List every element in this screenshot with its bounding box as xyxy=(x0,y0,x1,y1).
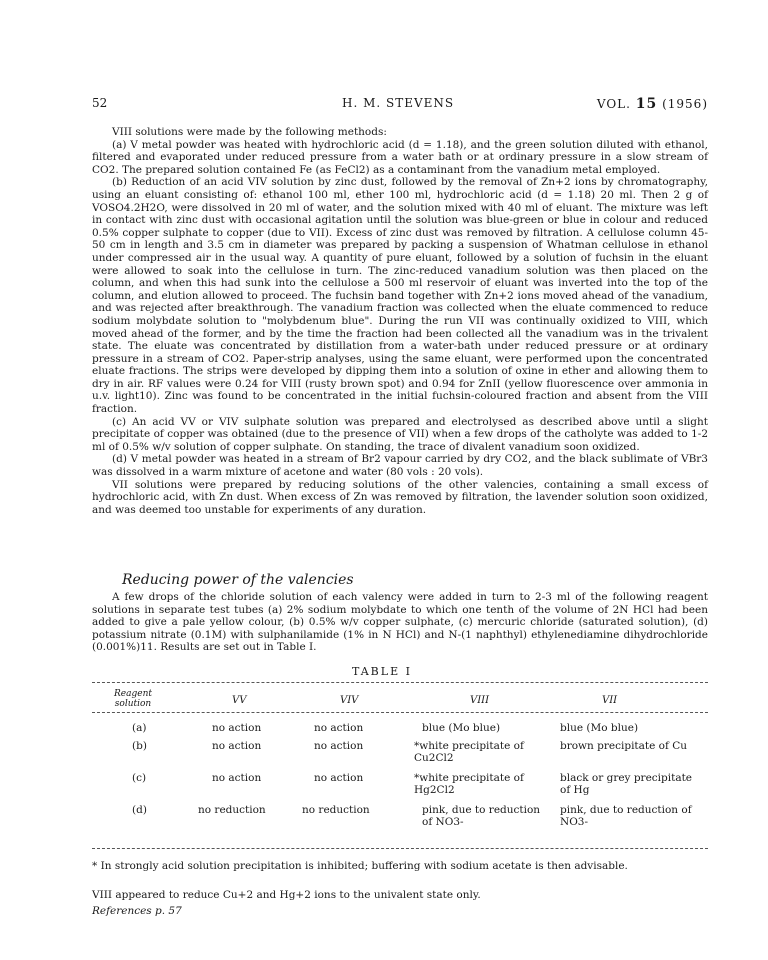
year: (1956) xyxy=(662,97,708,111)
page-number: 52 xyxy=(92,96,108,110)
row-d-v3: pink, due to reduction of NO3- xyxy=(422,804,541,829)
volume-label xyxy=(597,96,708,112)
row-a-v4: no action xyxy=(314,722,364,734)
section-paragraph-text: A few drops of the chloride solution of each valency were added in turn to 2-3 ml of the following reagent solutions in separate test tubes (a) 2% sodium molybdate to which one tenth of the volume of 2N HCl had been added to give a pale yellow colour, (b) 0.5% w/v copper sulphate, (c) mercuric chloride (saturated solution), (d) potassium nitrate (0.1M) with sulphanilamide (1% in N HCl) and N-(1 naphthyl) ethylenediamine dihydrochloride (0.001%)11. Results are set out in Table I. xyxy=(92,591,708,654)
row-b-reagent: (b) xyxy=(132,740,147,752)
row-d-v4: no reduction xyxy=(302,804,370,816)
section-heading: Reducing power of the valencies xyxy=(122,572,354,588)
paragraph-method-d: (d) V metal powder was heated in a stream of Br2 vapour carried by dry CO2, and the black sublimate of VBr3 was dissolved in a warm mixture of acetone and water (80 vols : 20 vols). xyxy=(92,453,708,479)
table-footnote: * In strongly acid solution precipitation is inhibited; buffering with sodium acetate is then advisable. xyxy=(92,860,628,872)
row-a-v3: blue (Mo blue) xyxy=(422,722,501,734)
row-b-v4: no action xyxy=(314,740,364,752)
paragraph-intro: VIII solutions were made by the following methods: xyxy=(112,126,387,138)
row-d-v5: no reduction xyxy=(198,804,266,816)
row-d-v2: pink, due to reduction of NO3- xyxy=(560,804,692,829)
running-head xyxy=(92,96,708,112)
paragraph-method-b: (b) Reduction of an acid VIV solution by zinc dust, followed by the removal of Zn+2 ions by chromatography, using an eluant consisting of: ethanol 100 ml, ether 100 ml, hydrochloric acid (d = 1.18) 20 ml. Then 2 g of VOSO4.2H2O, were dissolved in 20 ml of water, and the solution mixed with 40 ml of eluant. The mixture was left in contact with zinc dust with occasional agitation until the solution was blue-green or blue in colour and reduced 0.5% copper sulphate to copper (due to VII). Excess of zinc dust was removed by filtration. A cellulose column 45-50 cm in length and 3.5 cm in diameter was prepared by packing a suspension of Whatman cellulose in ethanol under compressed air in the usual way. A quantity of pure eluant, followed by a solution of fuchsin in the eluant were allowed to soak into the cellulose in turn. The zinc-reduced vanadium solution was then placed on the column, and when this had sunk into the cellulose a 500 ml reservoir of eluant was inverted into the top of the column, and elution allowed to proceed. The fuchsin band together with Zn+2 ions moved ahead of the vanadium, and was rejected after breakthrough. The vanadium fraction was collected when the eluate commenced to reduce sodium molybdate solution to "molybdenum blue". During the run VII was continually oxidized to VIII, which moved ahead of the former, and by the time the fraction had been collected all the vanadium was in the trivalent state. The eluate was concentrated by distillation from a water-bath under reduced pressure or at ordinary pressure in a stream of CO2. Paper-strip analyses, using the same eluant, were performed upon the concentrated eluate fractions. The strips were developed by dipping them into a solution of oxine in ether and allowing them to dry in air. RF values were 0.24 for VIII (rusty brown spot) and 0.94 for ZnII (yellow fluorescence over ammonia in u.v. light10). Zinc was found to be concentrated in the initial fuchsin-coloured fraction and absent from the VIII fraction. xyxy=(92,176,708,416)
table-header-rule xyxy=(92,712,708,713)
volume-number: 15 xyxy=(635,96,658,112)
row-c-reagent: (c) xyxy=(132,772,147,784)
row-a-v5: no action xyxy=(212,722,262,734)
row-c-v2: black or grey precipitate of Hg xyxy=(560,772,693,797)
table-bottom-rule xyxy=(92,848,708,849)
table-top-rule xyxy=(92,682,708,683)
closing-line: VIII appeared to reduce Cu+2 and Hg+2 ions to the univalent state only. xyxy=(92,889,481,901)
paragraph-method-a: (a) V metal powder was heated with hydrochloric acid (d = 1.18), and the green solution diluted with ethanol, filtered and evaporated under reduced pressure from a water bath or at ordinary pressure in a slow stream of CO2. The prepared solution contained Fe (as FeCl2) as a contaminant from the vanadium metal employed. xyxy=(92,138,708,176)
row-a-v2: blue (Mo blue) xyxy=(560,722,639,734)
paragraph-method-c: (c) An acid VV or VIV sulphate solution was prepared and electrolysed as described above until a slight precipitate of copper was obtained (due to the presence of VII) when a few drops of the catholyte was added to 1-2 ml of 0.5% w/v solution of copper sulphate. On standing, the trace of divalent vanadium soon oxidized. xyxy=(92,415,708,453)
row-c-v3: *white precipitate of Hg2Cl2 xyxy=(414,772,524,797)
header-v3: VIII xyxy=(470,695,490,706)
paragraph-vii: VII solutions were prepared by reducing solutions of the other valencies, containing a small excess of hydrochloric acid, with Zn dust. When excess of Zn was removed by filtration, the lavender solution soon oxidized, and was deemed too unstable for experiments of any duration. xyxy=(92,478,708,516)
header-v4: VIV xyxy=(340,695,359,706)
row-c-v5: no action xyxy=(212,772,262,784)
section-paragraph xyxy=(92,591,708,654)
body-text xyxy=(92,126,708,516)
header-reagent: Reagent solution xyxy=(114,689,152,709)
row-c-v4: no action xyxy=(314,772,364,784)
volume-text: VOL. xyxy=(596,97,631,111)
author-header: H. M. STEVENS xyxy=(342,96,455,110)
references-note: References p. 57 xyxy=(92,905,182,917)
row-b-v3: *white precipitate of Cu2Cl2 xyxy=(414,740,524,765)
table-caption: TABLE I xyxy=(352,665,412,678)
header-v2: VII xyxy=(602,695,618,706)
row-a-reagent: (a) xyxy=(132,722,147,734)
row-b-v5: no action xyxy=(212,740,262,752)
header-v5: VV xyxy=(232,695,247,706)
row-b-v2: brown precipitate of Cu xyxy=(560,740,688,752)
row-d-reagent: (d) xyxy=(132,804,147,816)
